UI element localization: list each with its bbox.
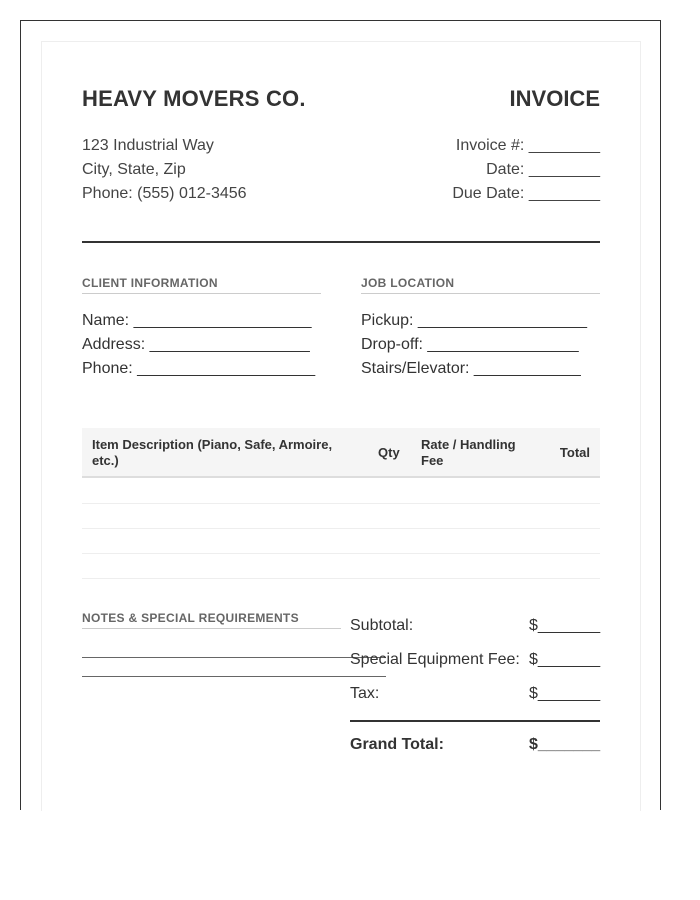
column-header-qty: Qty xyxy=(378,445,400,460)
column-header-description: Item Description (Piano, Safe, Armoire, etc.) xyxy=(92,437,333,468)
grand-total-divider xyxy=(350,720,600,722)
table-row xyxy=(82,578,600,579)
company-address-line2: City, State, Zip xyxy=(82,161,186,178)
client-phone-field: Phone: ____________________ xyxy=(82,360,316,377)
notes-line xyxy=(82,657,386,658)
invoice-title: INVOICE xyxy=(509,86,600,111)
column-header-rate: Rate / Handling Fee xyxy=(421,437,516,468)
table-row xyxy=(82,553,600,554)
notes-heading: NOTES & SPECIAL REQUIREMENTS xyxy=(82,611,341,629)
due-date-field: Due Date: ________ xyxy=(452,185,600,202)
table-row xyxy=(82,528,600,529)
subtotal-value: $_______ xyxy=(529,617,601,634)
company-phone: Phone: (555) 012-3456 xyxy=(82,185,247,202)
client-name-field: Name: ____________________ xyxy=(82,312,312,329)
pickup-field: Pickup: ___________________ xyxy=(361,312,587,329)
company-name: HEAVY MOVERS CO. xyxy=(82,86,306,111)
invoice-date-field: Date: ________ xyxy=(486,161,600,178)
tax-value: $_______ xyxy=(529,685,601,702)
header-divider xyxy=(82,241,600,243)
equipment-fee-value: $_______ xyxy=(529,651,601,668)
column-header-total: Total xyxy=(559,445,590,460)
equipment-fee-label: Special Equipment Fee: xyxy=(350,651,520,668)
grand-total-value: $_______ xyxy=(529,736,601,753)
subtotal-label: Subtotal: xyxy=(350,617,414,634)
job-location-heading: JOB LOCATION xyxy=(361,276,600,294)
tax-label: Tax: xyxy=(350,685,380,702)
items-table-header xyxy=(82,428,600,478)
stairs-elevator-field: Stairs/Elevator: ____________ xyxy=(361,360,581,377)
client-address-field: Address: __________________ xyxy=(82,336,310,353)
client-info-heading: CLIENT INFORMATION xyxy=(82,276,321,294)
company-address-line1: 123 Industrial Way xyxy=(82,137,214,154)
grand-total-label: Grand Total: xyxy=(350,736,444,753)
table-row xyxy=(82,503,600,504)
dropoff-field: Drop-off: _________________ xyxy=(361,336,579,353)
notes-line xyxy=(82,676,386,677)
invoice-number-field: Invoice #: ________ xyxy=(455,137,600,154)
